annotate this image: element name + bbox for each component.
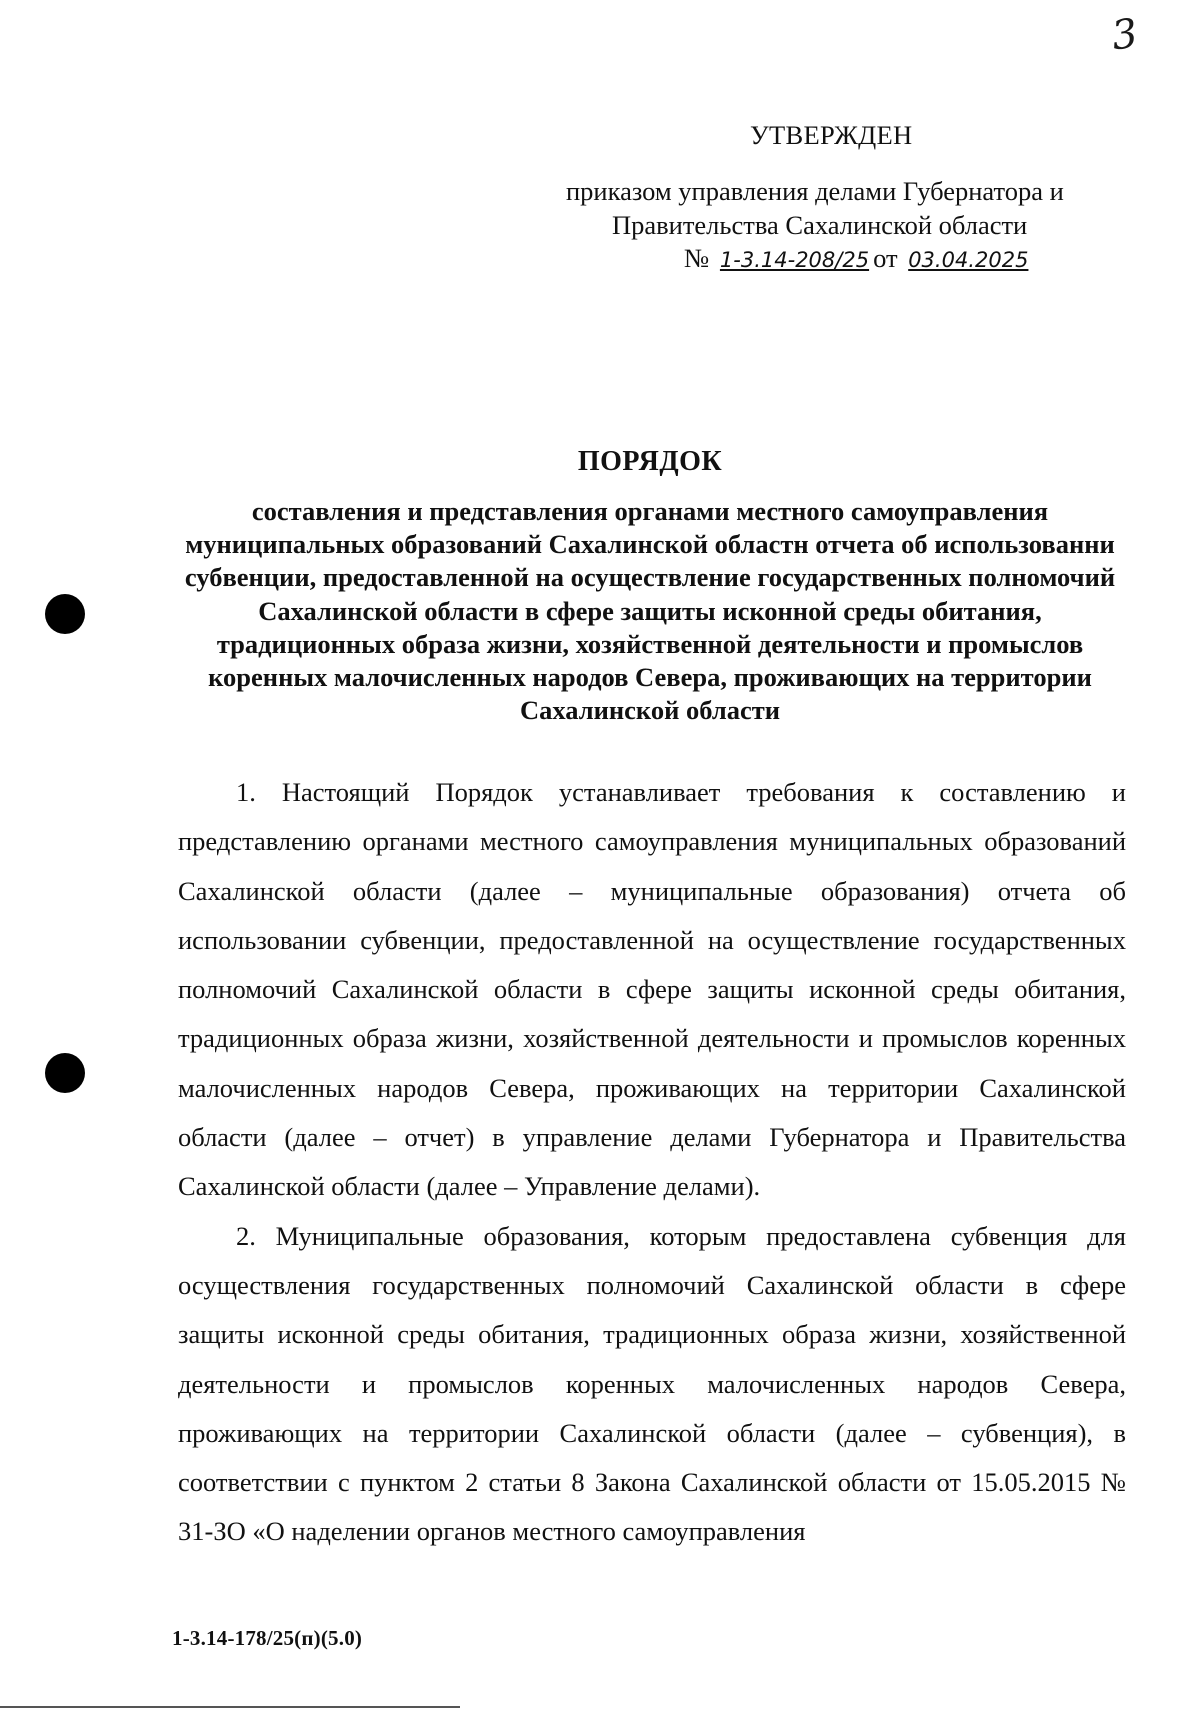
number-prefix: № — [684, 243, 710, 273]
date-prefix: от — [873, 243, 898, 273]
order-number: 1-3.14-208/25 — [719, 248, 870, 272]
document-code: 1-3.14-178/25(п)(5.0) — [172, 1626, 363, 1650]
punch-hole-top — [45, 594, 85, 634]
paragraph-1: 1. Настоящий Порядок устанавливает требования к составлению и представлению органами местного самоуправления муниципальных образований Сахалинской области (далее – муниципальные образования) отчета об использовании субвенции, предоставленной на осуществление государственных полномочий Сахалинской области в сфере защиты исконной среды обитания, традиционных образа жизни, хозяйственной деятельности и промыслов коренных малочисленных народов Севера, проживающих на территории Сахалинской области (далее – отчет) в управление делами Губернатора и Правительства Сахалинской области (далее – Управление делами). — [178, 777, 1126, 1202]
bottom-divider — [0, 1706, 460, 1708]
document-title: ПОРЯДОК — [577, 446, 723, 477]
approval-line-2: Правительства Сахалинской области — [612, 210, 1028, 240]
approved-heading: УТВЕРЖДЕН — [750, 120, 913, 150]
document-body — [178, 768, 1126, 1557]
approval-line-1: приказом управления делами Губернатора и — [566, 176, 1064, 206]
order-date: 03.04.2025 — [908, 248, 1029, 272]
paragraph-2: 2. Муниципальные образования, которым предоставлена субвенция для осуществления государственных полномочий Сахалинской области в сфере защиты исконной среды обитания, традиционных образа жизни, хозяйственной деятельности и промыслов коренных малочисленных народов Севера, проживающих на территории Сахалинской области (далее – субвенция), в соответствии с пунктом 2 статьи 8 Закона Сахалинской области от 15.05.2015 № 31-ЗО «О наделении органов местного самоуправления — [178, 1220, 1126, 1547]
document-subtitle: составления и представления органами местного самоуправления муниципальных образований Сахалинской областн отчета об использованни субвенции, предоставленной на осуществление государственных полномочий Сахалинской области в сфере защиты исконной среды обитания, традиционных образа жизни, хозяйственной деятельности и промыслов коренных малочисленных народов Севера, проживающих на территории Сахалинской области — [184, 496, 1116, 726]
handwritten-page-number: 3 — [1108, 10, 1141, 60]
punch-hole-bottom — [45, 1053, 85, 1093]
approval-order-number-line — [684, 241, 1032, 277]
